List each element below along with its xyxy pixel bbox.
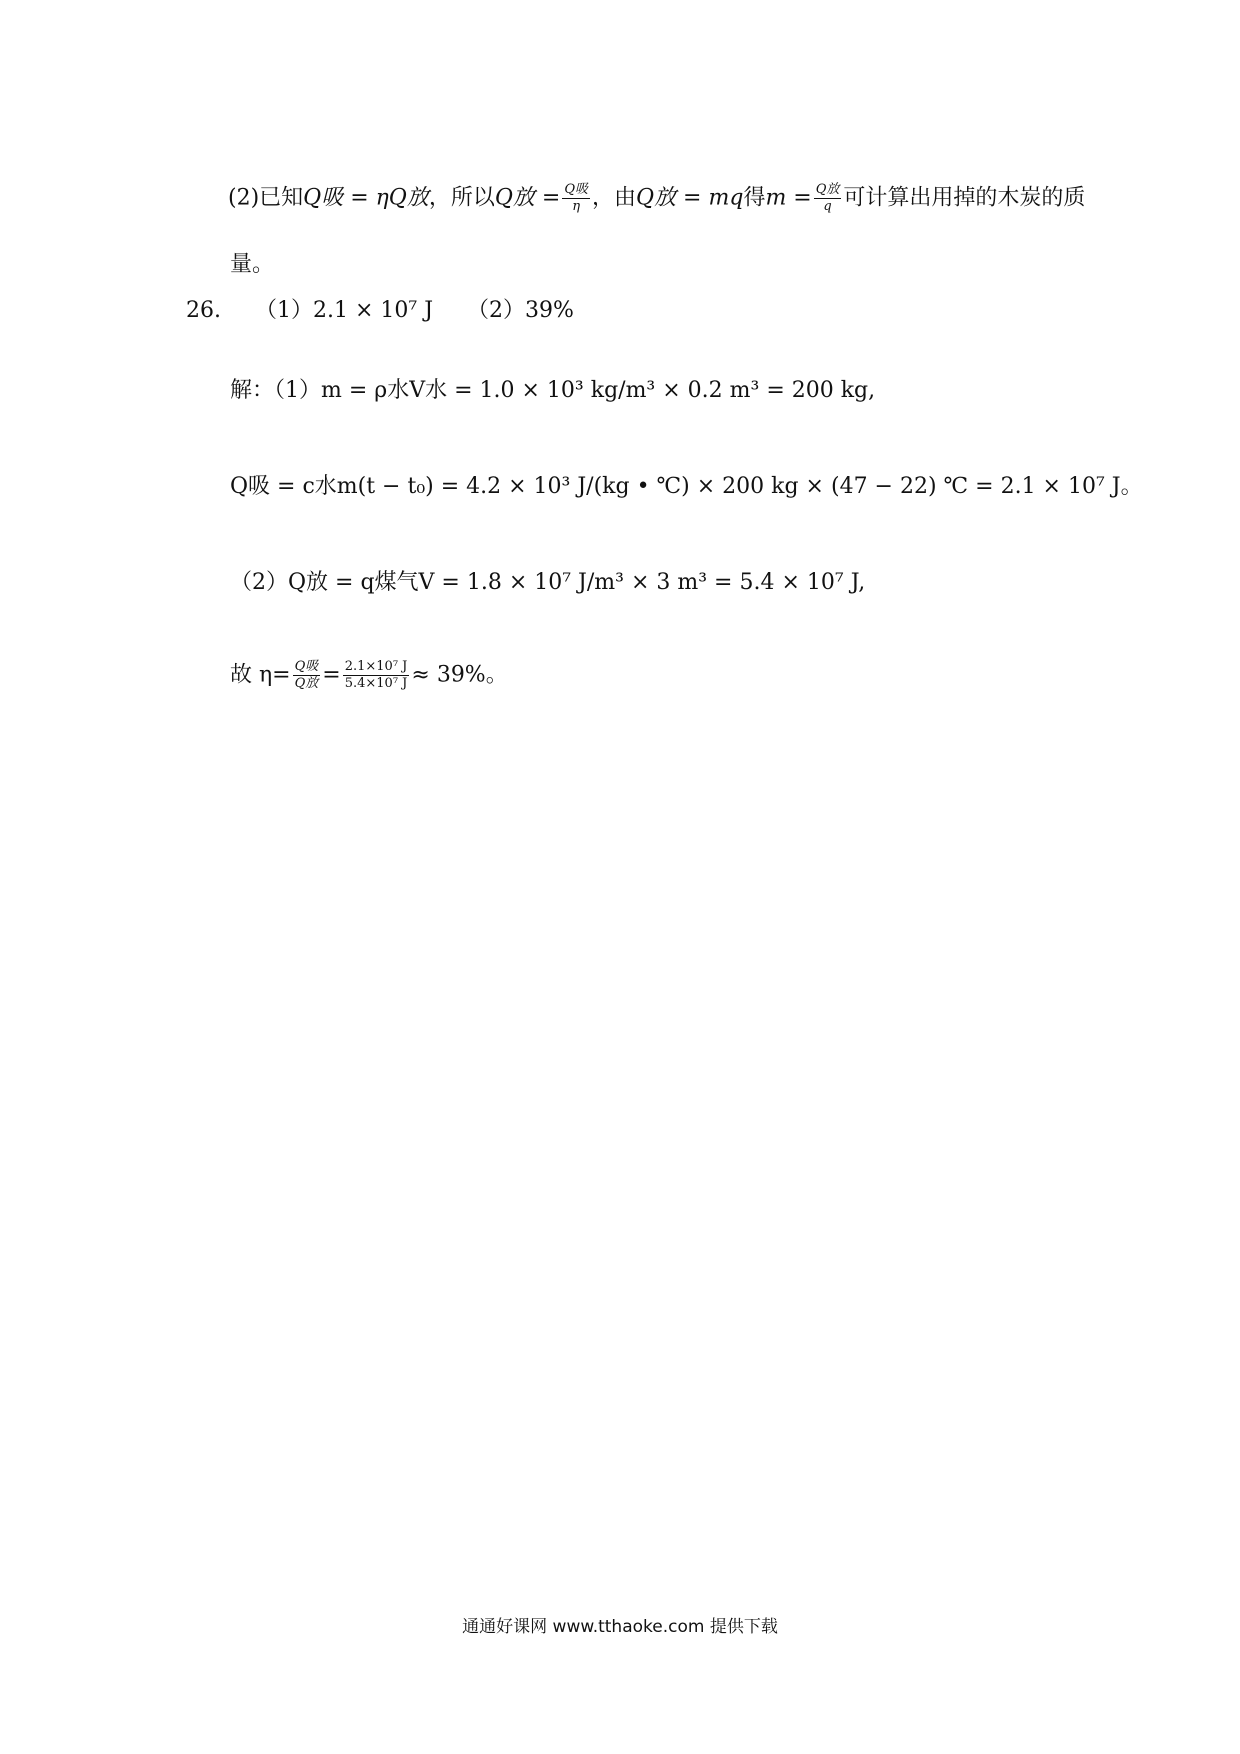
q26-answer-line — [186, 296, 574, 326]
q26-answer1-label: （1） — [255, 298, 313, 323]
para1-prefix: (2)已知 — [228, 185, 304, 211]
para1-continuation — [230, 250, 274, 280]
frac-denominator: η — [572, 199, 581, 214]
para1-line — [228, 183, 1085, 214]
frac-numerator: Q吸 — [294, 659, 319, 674]
para1-eq4-fraction — [814, 183, 842, 214]
para1-eq1: Q吸 = ηQ放 — [303, 185, 429, 211]
solution-line-2 — [230, 472, 1143, 502]
para1-mid2: ，由 — [592, 185, 637, 211]
solution-4-prefix: 故 η= — [230, 662, 291, 688]
para1-eq3: Q放 = mq — [636, 185, 744, 211]
solution-label: 解：（1） — [230, 378, 321, 403]
efficiency-fraction-2 — [343, 660, 410, 691]
solution-3-label: （2） — [230, 570, 288, 595]
para1-eq4-lhs: m = — [765, 185, 812, 211]
frac-denominator: q — [823, 199, 832, 214]
frac-numerator: Q吸 — [564, 182, 589, 197]
solution-line-4 — [230, 660, 508, 691]
solution-4-result: ≈ 39%。 — [411, 662, 508, 688]
para1-eq2-lhs: Q放 = — [494, 185, 561, 211]
solution-1-expr: m = ρ水V水 = 1.0 × 10³ kg/m³ × 0.2 m³ = 200 kg, — [321, 378, 876, 403]
solution-line-3 — [230, 568, 865, 598]
q26-number: 26. — [186, 298, 221, 323]
efficiency-fraction-1 — [293, 660, 321, 691]
frac-numerator: 2.1×10⁷ J — [344, 659, 408, 674]
solution-3-expr: Q放 = q煤气V = 1.8 × 10⁷ J/m³ × 3 m³ = 5.4 × 10⁷ J, — [288, 570, 866, 595]
frac-denominator: 5.4×10⁷ J — [344, 676, 408, 691]
para1-eq2-fraction — [562, 183, 590, 214]
solution-line-1 — [230, 376, 875, 406]
q26-answer2-label: （2） — [467, 298, 526, 323]
para1-mid3: 得 — [743, 185, 766, 211]
frac-numerator: Q放 — [815, 182, 840, 197]
q26-answer2: 39% — [525, 298, 574, 323]
solution-2-expr: Q吸 = c水m(t − t₀) = 4.2 × 10³ J/(kg • ℃) × 200 kg × (47 − 22) ℃ = 2.1 × 10⁷ J。 — [230, 474, 1143, 499]
para1-suffix: 可计算出用掉的木炭的质 — [843, 185, 1086, 211]
page-footer: 通通好课网 www.tthaoke.com 提供下载 — [462, 1617, 778, 1637]
para1-cont-text: 量。 — [230, 252, 275, 277]
solution-4-eq: = — [322, 662, 341, 688]
q26-answer1: 2.1 × 10⁷ J — [313, 298, 434, 323]
para1-mid1: ，所以 — [428, 185, 495, 211]
frac-denominator: Q放 — [294, 676, 319, 691]
